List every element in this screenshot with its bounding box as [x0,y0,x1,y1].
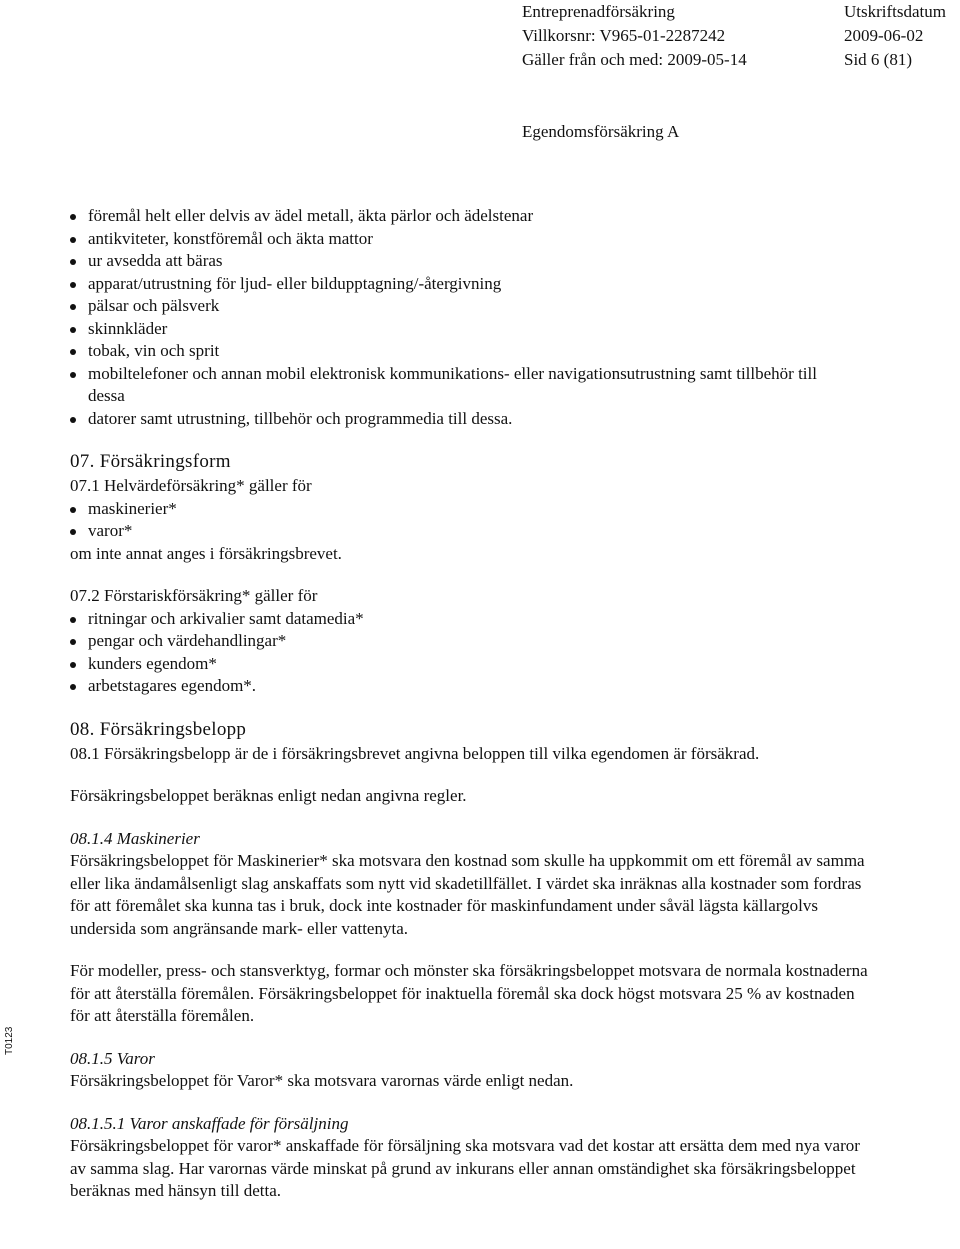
bullet-icon [70,327,76,333]
list-item: föremål helt eller delvis av ädel metall, äkta pärlor och ädelstenar [70,205,870,228]
bullet-icon [70,304,76,310]
section-08-1-4-paragraph-1: Försäkringsbeloppet för Maskinerier* ska motsvara den kostnad som skulle ha uppkommit om ett föremål av samma eller lika ändamålsenligt slag anskaffats som nytt vid skadetillfället. I värdet ska inräknas alla kostnader som fordras för att föremålet ska kunna tas i bruk, dock inte kostnader för maskinfundament under såväl lägsta källargolvs undersida som angränsande mark- eller vattenyta. [70,851,865,938]
bullet-icon [70,662,76,668]
section-08-1-rule: Försäkringsbeloppet beräknas enligt nedan angivna regler. [70,786,467,805]
header-row-4 [522,120,942,144]
list-item: skinnkläder [70,318,870,341]
list-item: ritningar och arkivalier samt datamedia* [70,608,870,631]
list-item: datorer samt utrustning, tillbehör och programmedia till dessa. [70,408,870,431]
bullet-icon [70,684,76,690]
section-08-1-5-title: 08.1.5 Varor [70,1048,155,1068]
bullet-icon [70,372,76,378]
bullet-icon [70,417,76,423]
header-row-2 [522,24,942,48]
list-item: antikviteter, konstföremål och äkta mattor [70,228,870,251]
print-date-label: Utskriftsdatum [844,2,946,21]
print-date: 2009-06-02 [844,26,924,45]
list-item: arbetstagares egendom*. [70,675,870,698]
bullet-icon [70,349,76,355]
list-item: pälsar och pälsverk [70,295,870,318]
list-item: apparat/utrustning för ljud- eller bildupptagning/-återgivning [70,273,870,296]
list-item: kunders egendom* [70,653,870,676]
bullet-icon [70,507,76,513]
section-08-1-5-1-title: 08.1.5.1 Varor anskaffade för försäljning [70,1113,349,1133]
section-07-2-title: 07.2 Förstariskförsäkring* gäller för [70,586,318,605]
bullet-icon [70,259,76,265]
section-07-1-note: om inte annat anges i försäkringsbrevet. [70,543,342,563]
list-item: ur avsedda att bäras [70,250,870,273]
section-07-heading: 07. Försäkringsform [70,451,231,472]
bullet-icon [70,639,76,645]
list-item: mobiltelefoner och annan mobil elektronisk kommunikations- eller navigationsutrustning samt tillbehör till dessa [70,363,870,408]
doc-type: Entreprenadförsäkring [522,2,675,21]
page-number: Sid 6 (81) [844,50,912,69]
bullet-icon [70,529,76,535]
list-item: tobak, vin och sprit [70,340,870,363]
bullet-icon [70,282,76,288]
bullet-icon [70,237,76,243]
section-title: Egendomsförsäkring A [522,122,680,141]
section-08-1-5-paragraph: Försäkringsbeloppet för Varor* ska motsvara varornas värde enligt nedan. [70,1071,574,1090]
page-header [522,0,946,144]
list-item: pengar och värdehandlingar* [70,630,870,653]
bullet-icon [70,617,76,623]
header-row-1 [522,0,946,24]
list-item: varor* [70,520,870,543]
section-08-heading: 08. Försäkringsbelopp [70,718,247,740]
section-07-2-list [70,608,870,698]
section-07-1-title: 07.1 Helvärdeförsäkring* gäller för [70,476,312,495]
section-08-1-4-paragraph-2: För modeller, press- och stansverktyg, formar och mönster ska försäkringsbeloppet motsvara de normala kostnaderna för att återställa föremålen. Försäkringsbeloppet för inaktuella föremål ska dock högst motsvara 25 % av kostnaden för att återställa föremålen. [70,961,868,1025]
list-item: maskinerier* [70,498,870,521]
document-body [70,205,870,1203]
side-code: T0123 [4,1026,15,1055]
section-08-1-text: 08.1 Försäkringsbelopp är de i försäkringsbrevet angivna beloppen till vilka egendomen är försäkrad. [70,743,760,763]
policy-terms: Villkorsnr: V965-01-2287242 [522,26,726,45]
valid-from: Gäller från och med: 2009-05-14 [522,50,747,69]
intro-list [70,205,870,430]
section-07-1-list [70,498,870,543]
section-08-1-5-1-paragraph: Försäkringsbeloppet för varor* anskaffade för försäljning ska motsvara vad det kostar att ersätta dem med nya varor av samma slag. Har varornas värde minskat på grund av inkurans eller annan omständighet ska försäkringsbeloppet beräknas med hänsyn till detta. [70,1136,860,1200]
section-08-1-4-title: 08.1.4 Maskinerier [70,828,200,848]
header-row-3 [522,48,942,72]
bullet-icon [70,214,76,220]
